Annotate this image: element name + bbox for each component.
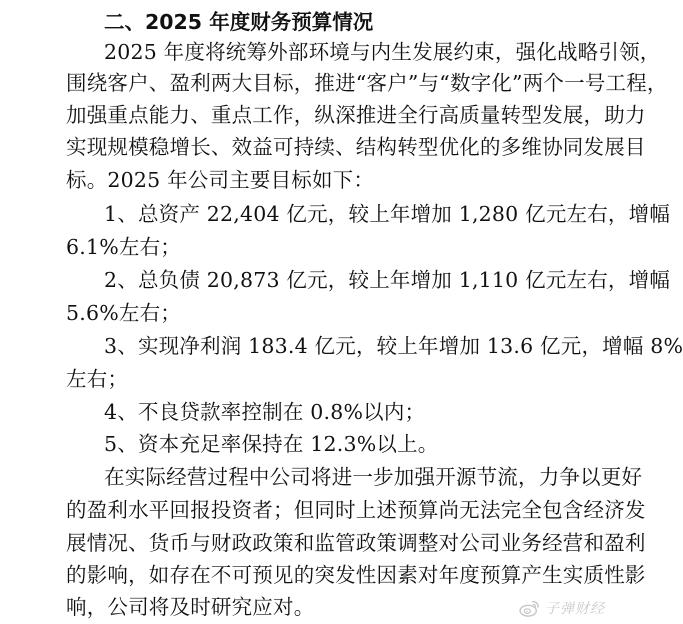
target-3-line-1: 3、实现净利润 183.4 亿元，较上年增加 13.6 亿元，增幅 8% xyxy=(104,334,683,358)
paragraph2-line-4: 的影响，如存在不可预见的突发性因素对年度预算产生实质性影 xyxy=(66,563,646,587)
watermark-text: 子弹财经 xyxy=(545,601,605,617)
section-heading: 二、2025 年度财务预算情况 xyxy=(104,10,374,34)
paragraph1-line-5: 标。2025 年公司主要目标如下： xyxy=(66,168,375,192)
target-5-line-1: 5、资本充足率保持在 12.3%以上。 xyxy=(104,432,439,456)
target-1-line-1: 1、总资产 22,404 亿元，较上年增加 1,280 亿元左右，增幅 xyxy=(104,202,671,226)
paragraph2-line-3: 展情况、货币与财政政策和监管政策调整对公司业务经营和盈利 xyxy=(66,531,646,555)
paragraph1-line-3: 加强重点能力、重点工作，纵深推进全行高质量转型发展，助力 xyxy=(66,103,646,127)
paragraph1-line-4: 实现规模稳增长、效益可持续、结构转型优化的多维协同发展目 xyxy=(66,135,646,159)
paragraph2-line-1: 在实际经营过程中公司将进一步加强开源节流，力争以更好 xyxy=(104,465,643,489)
paragraph2-line-5: 响，公司将及时研究应对。 xyxy=(66,595,315,619)
paragraph1-line-2: 围绕客户、盈利两大目标，推进“客户”与“数字化”两个一号工程， xyxy=(66,71,668,95)
paragraph1-line-1: 2025 年度将统筹外部环境与内生发展约束，强化战略引领， xyxy=(104,40,661,64)
target-4-line-1: 4、不良贷款率控制在 0.8%以内； xyxy=(104,400,426,424)
target-2-line-1: 2、总负债 20,873 亿元，较上年增加 1,110 亿元左右，增幅 xyxy=(104,268,671,292)
watermark xyxy=(519,598,605,618)
target-1-line-2: 6.1%左右； xyxy=(66,235,181,259)
target-2-line-2: 5.6%左右； xyxy=(66,301,181,325)
weibo-icon xyxy=(519,599,541,617)
paragraph2-line-2: 的盈利水平回报投资者；但同时上述预算尚无法完全包含经济发 xyxy=(66,498,646,522)
target-3-line-2: 左右； xyxy=(66,367,129,391)
